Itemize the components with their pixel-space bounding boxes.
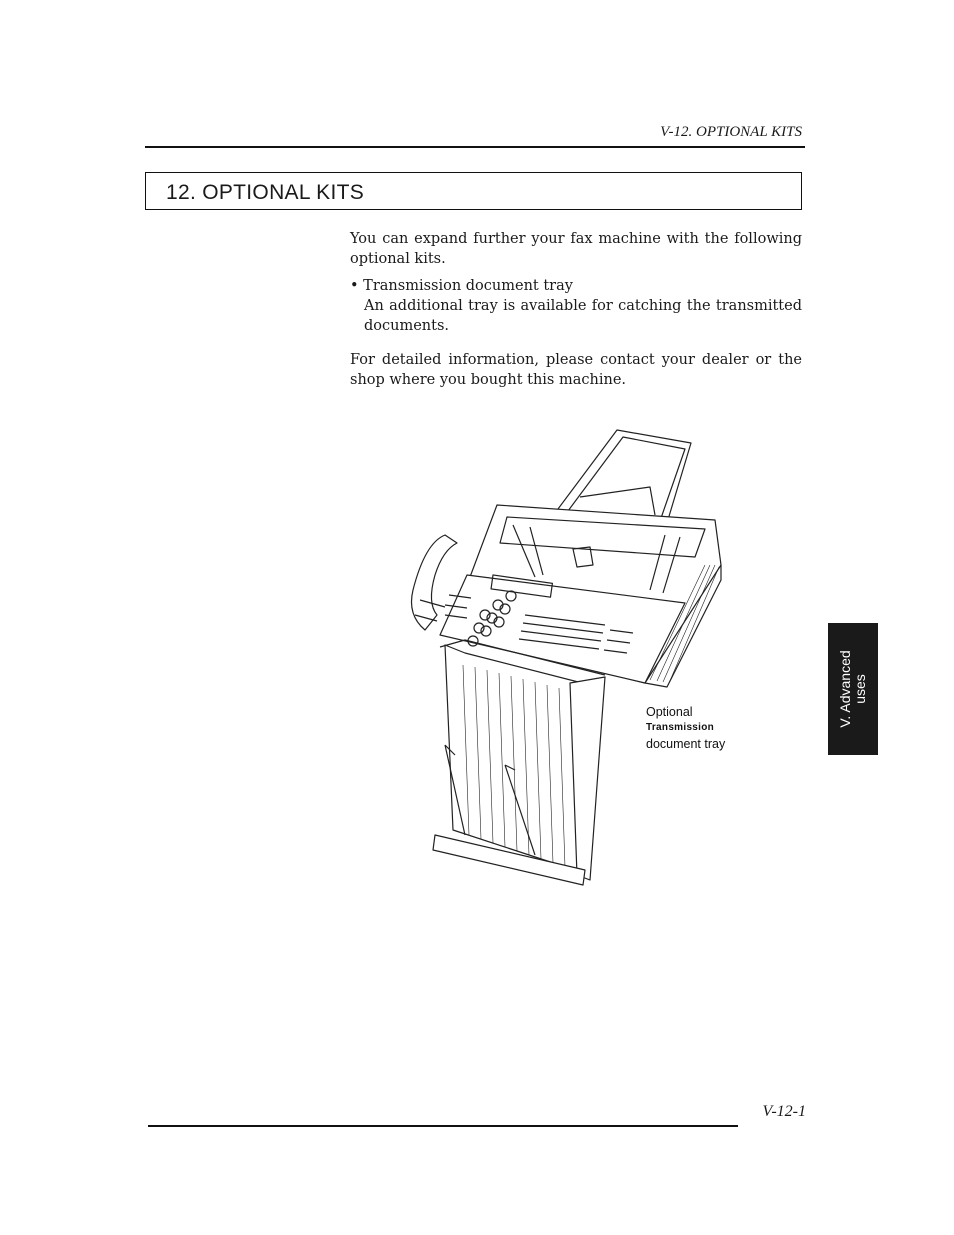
chapter-side-tab — [828, 623, 878, 755]
caption-line-3: document tray — [646, 737, 726, 751]
intro-paragraph: You can expand further your fax machine with the following optional kits. — [350, 231, 802, 267]
closing-paragraph: For detailed information, please contact your dealer or the shop where you bought this machine. — [350, 352, 802, 388]
page-number: V-12-1 — [762, 1103, 806, 1120]
bullet-item — [350, 276, 802, 336]
caption-line-1: Optional — [646, 705, 693, 719]
chapter-side-tab-label — [838, 629, 868, 749]
figure-caption — [646, 704, 725, 752]
section-title: 12. OPTIONAL KITS — [166, 181, 365, 204]
document-support-wire — [555, 430, 691, 523]
running-header: V-12. OPTIONAL KITS — [660, 124, 802, 140]
bullet-title: • Transmission document tray — [350, 278, 573, 294]
document-tray — [433, 640, 605, 885]
fax-machine-illustration — [405, 425, 735, 890]
caption-line-2: Transmission — [646, 722, 715, 733]
footer-rule — [148, 1125, 738, 1127]
section-title-box — [145, 172, 802, 210]
header-rule — [145, 146, 805, 148]
side-tab-line-2: uses — [852, 674, 868, 704]
bullet-detail: An additional tray is available for catching the transmitted documents. — [364, 298, 802, 334]
side-tab-line-1: V. Advanced — [837, 650, 853, 728]
